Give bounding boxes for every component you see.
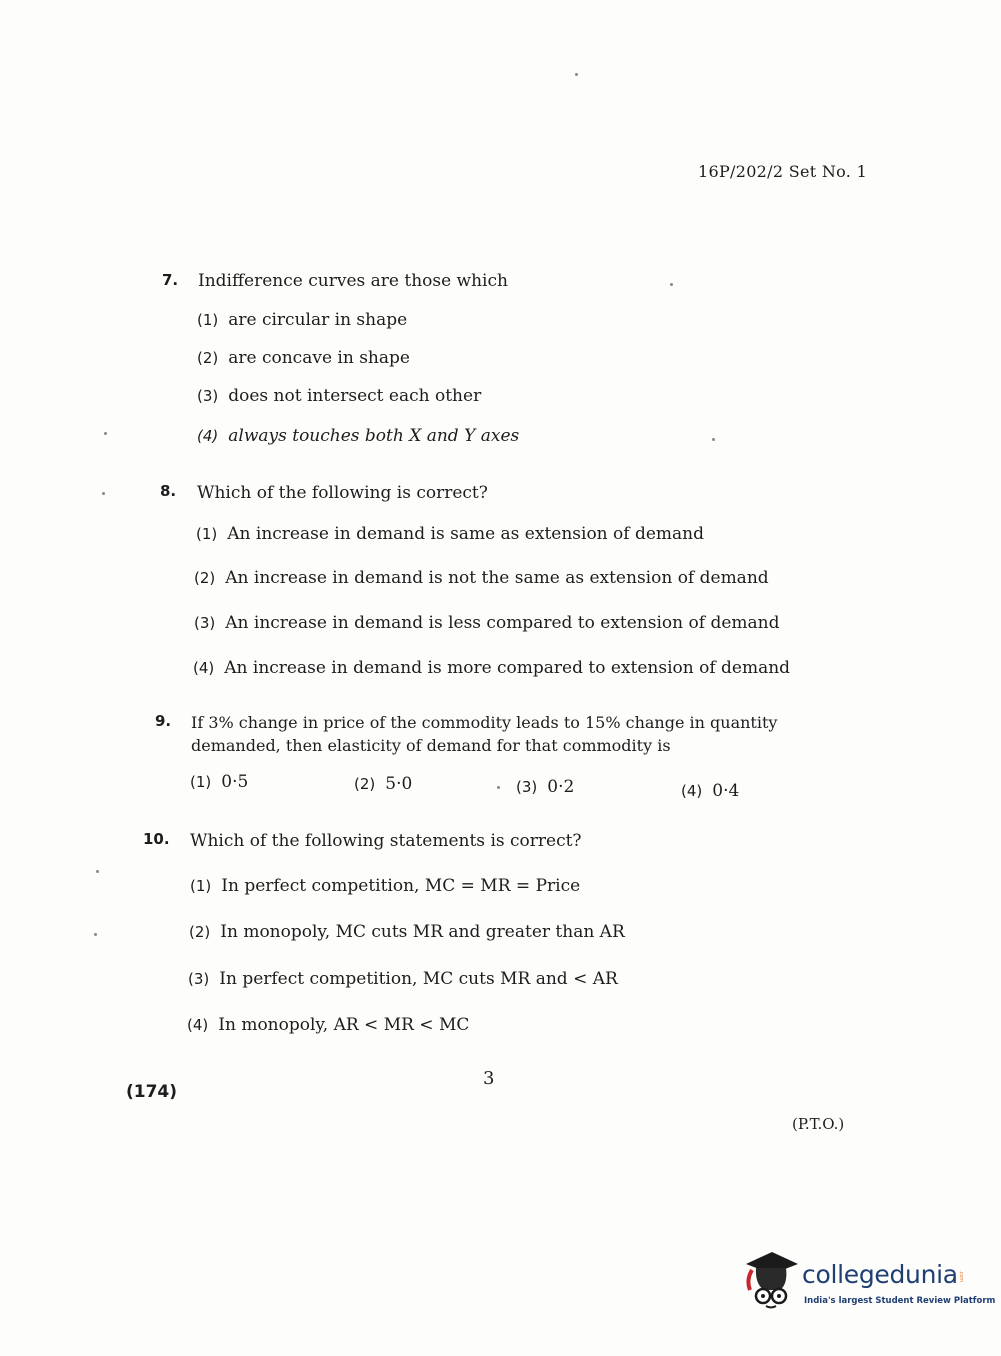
option-3: (3) In perfect competition, MC cuts MR and < AR (188, 969, 618, 989)
scan-speck (102, 492, 105, 495)
question-number: 8. (160, 482, 177, 500)
option-4: (4) In monopoly, AR < MR < MC (187, 1015, 470, 1035)
brand-domain-suffix: .com (958, 1270, 964, 1283)
option-2: (2) In monopoly, MC cuts MR and greater than AR (189, 922, 625, 942)
brand-tagline: India's largest Student Review Platform (804, 1296, 996, 1306)
question-text: Indifference curves are those which (198, 271, 508, 291)
option-1: (1) In perfect competition, MC = MR = Price (190, 876, 581, 896)
question-text: Which of the following is correct? (197, 483, 488, 503)
option-2: (2) are concave in shape (197, 348, 410, 368)
option-4: (4) 0·4 (681, 781, 740, 801)
option-3: (3) 0·2 (516, 777, 575, 797)
option-4: (4) An increase in demand is more compared to extension of demand (193, 658, 791, 678)
question-number: 10. (143, 830, 170, 848)
question-text-line-1: If 3% change in price of the commodity leads to 15% change in quantity (191, 713, 778, 732)
option-3: (3) An increase in demand is less compared to extension of demand (194, 613, 780, 633)
scan-speck (104, 432, 107, 435)
brand-name: collegedunia (802, 1260, 958, 1289)
graduate-mascot-icon (742, 1250, 800, 1312)
scan-speck (575, 73, 578, 76)
option-4: (4) always touches both X and Y axes (197, 426, 520, 446)
paper-code: (174) (126, 1082, 178, 1102)
question-number: 9. (155, 712, 172, 730)
scan-speck (497, 786, 500, 789)
question-number: 7. (162, 271, 179, 289)
scan-speck (670, 283, 673, 286)
question-text: Which of the following statements is correct? (190, 831, 582, 851)
set-number-header: 16P/202/2 Set No. 1 (698, 162, 868, 181)
option-3: (3) does not intersect each other (197, 386, 482, 406)
option-2: (2) An increase in demand is not the same as extension of demand (194, 568, 769, 588)
option-2: (2) 5·0 (354, 774, 413, 794)
scan-speck (94, 933, 97, 936)
option-1: (1) are circular in shape (197, 310, 408, 330)
option-1: (1) 0·5 (190, 772, 249, 792)
page-number: 3 (483, 1068, 495, 1089)
collegedunia-watermark (742, 1250, 996, 1320)
option-1: (1) An increase in demand is same as extension of demand (196, 524, 704, 544)
please-turn-over: (P.T.O.) (792, 1115, 845, 1133)
scan-speck (96, 870, 99, 873)
question-text-line-2: demanded, then elasticity of demand for that commodity is (191, 736, 671, 755)
scan-speck (712, 438, 715, 441)
